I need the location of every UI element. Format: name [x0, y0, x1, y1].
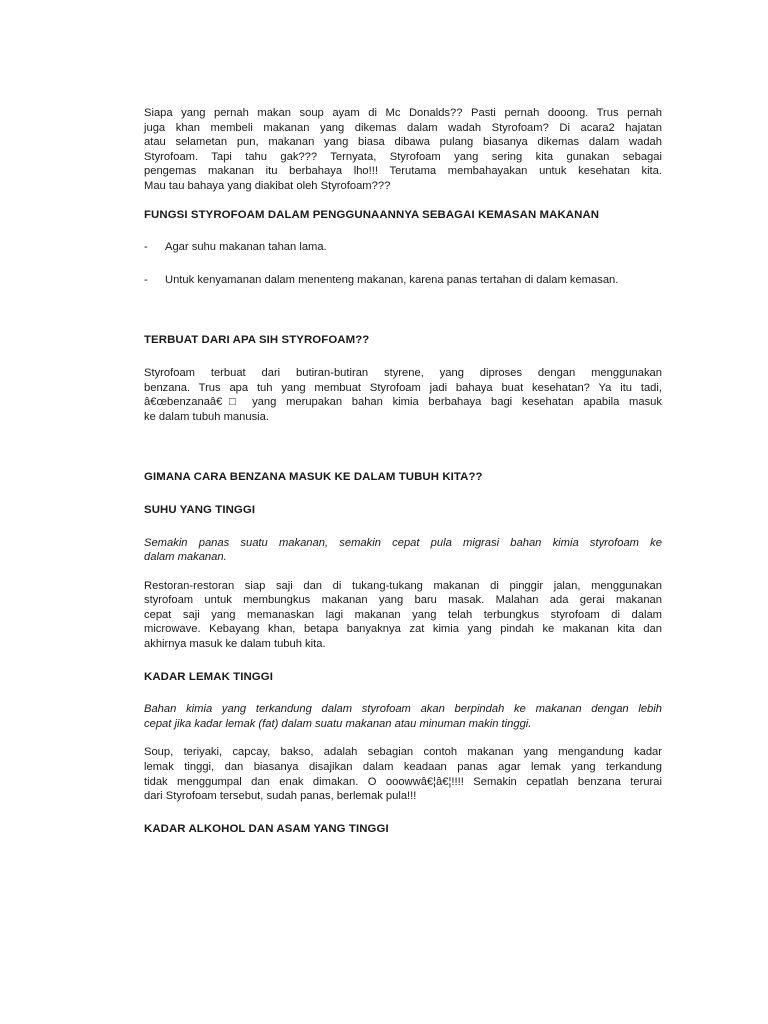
text-line: styrofoam untuk membungkus makanan yang baru masak. Malahan ada gerai makanan — [144, 594, 662, 607]
text-line: cepat jika kadar lemak (fat) dalam suatu makanan atau minuman makin tinggi. — [144, 717, 532, 730]
list-item-text: Agar suhu makanan tahan lama. — [165, 241, 327, 254]
text-line: Styrofoam terbuat dari butiran-butiran styrene, yang diproses dengan menggunakan — [144, 366, 662, 379]
section-heading-suhu: SUHU YANG TINGGI — [144, 503, 256, 516]
text-line: pengemas makanan itu berbahaya lho!!! Terutama membahayakan untuk kesehatan kita. — [144, 165, 662, 178]
section-heading-alkohol: KADAR ALKOHOL DAN ASAM YANG TINGGI — [144, 822, 389, 835]
text-line: lemak tinggi, dan biasanya disajikan dalam keadaan panas agar lemak yang terkandung — [144, 761, 662, 774]
list-item — [144, 240, 662, 255]
text-line: Restoran-restoran siap saji dan di tukang-tukang makanan di pinggir jalan, menggunakan — [144, 579, 662, 592]
list-dash: - — [144, 241, 148, 254]
text-line: dari Styrofoam tersebut, sudah panas, berlemak pula!!! — [144, 790, 417, 803]
document-page — [144, 106, 662, 836]
lemak-paragraph — [144, 745, 662, 803]
text-line: ke dalam tubuh manusia. — [144, 410, 270, 423]
text-line: atau selametan pun, makanan yang biasa dibawa pulang biasanya dikemas dalam wadah — [144, 136, 662, 149]
terbuat-paragraph — [144, 366, 662, 424]
section-heading-terbuat: TERBUAT DARI APA SIH STYROFOAM?? — [144, 334, 370, 347]
list-dash: - — [144, 273, 148, 286]
section-heading-lemak: KADAR LEMAK TINGGI — [144, 670, 273, 683]
section-heading-gimana: GIMANA CARA BENZANA MASUK KE DALAM TUBUH KITA?? — [144, 471, 483, 484]
text-line: Bahan kimia yang terkandung dalam styrofoam akan berpindah ke makanan dengan lebih — [144, 703, 662, 716]
section-heading-fungsi: FUNGSI STYROFOAM DALAM PENGGUNAANNYA SEBAGAI KEMASAN MAKANAN — [144, 208, 600, 221]
intro-paragraph — [144, 106, 662, 194]
text-line: microwave. Kebayang khan, betapa banyaknya zat kimia yang pindah ke makanan kita dan — [144, 623, 662, 636]
text-line: juga khan membeli makanan yang dikemas dalam wadah Styrofoam? Di acara2 hajatan — [144, 121, 662, 134]
text-line: Soup, teriyaki, capcay, bakso, adalah sebagian contoh makanan yang mengandung kadar — [144, 746, 662, 759]
text-line: â€œbenzanaâ€□ yang merupakan bahan kimia berbahaya bagi kesehatan apabila masuk — [144, 396, 662, 409]
list-item-text: Untuk kenyamanan dalam menenteng makanan, karena panas tertahan di dalam kemasan. — [165, 273, 619, 286]
text-line: Styrofoam. Tapi tahu gak??? Ternyata, Styrofoam yang sering kita gunakan sebagai — [144, 150, 662, 163]
lemak-italic-paragraph — [144, 702, 662, 731]
suhu-paragraph — [144, 579, 662, 652]
text-line: akhirnya masuk ke dalam tubuh kita. — [144, 638, 326, 651]
text-line: benzana. Trus apa tuh yang membuat Styrofoam jadi bahaya buat kesehatan? Ya itu tadi, — [144, 381, 662, 394]
text-line: Semakin panas suatu makanan, semakin cepat pula migrasi bahan kimia styrofoam ke — [144, 536, 662, 549]
list-item — [144, 273, 662, 288]
suhu-italic-paragraph — [144, 536, 662, 565]
text-line: Mau tau bahaya yang diakibat oleh Styrofoam??? — [144, 179, 391, 192]
text-line: Siapa yang pernah makan soup ayam di Mc Donalds?? Pasti pernah dooong. Trus pernah — [144, 107, 662, 119]
text-line: cepat saji yang memanaskan lagi makanan yang telah terbungkus styrofoam di dalam — [144, 608, 662, 621]
text-line: tidak menggumpal dan enak dimakan. O ooowwâ€¦â€¦!!!! Semakin cepatlah benzana terurai — [144, 775, 662, 788]
text-line: dalam makanan. — [144, 551, 227, 564]
